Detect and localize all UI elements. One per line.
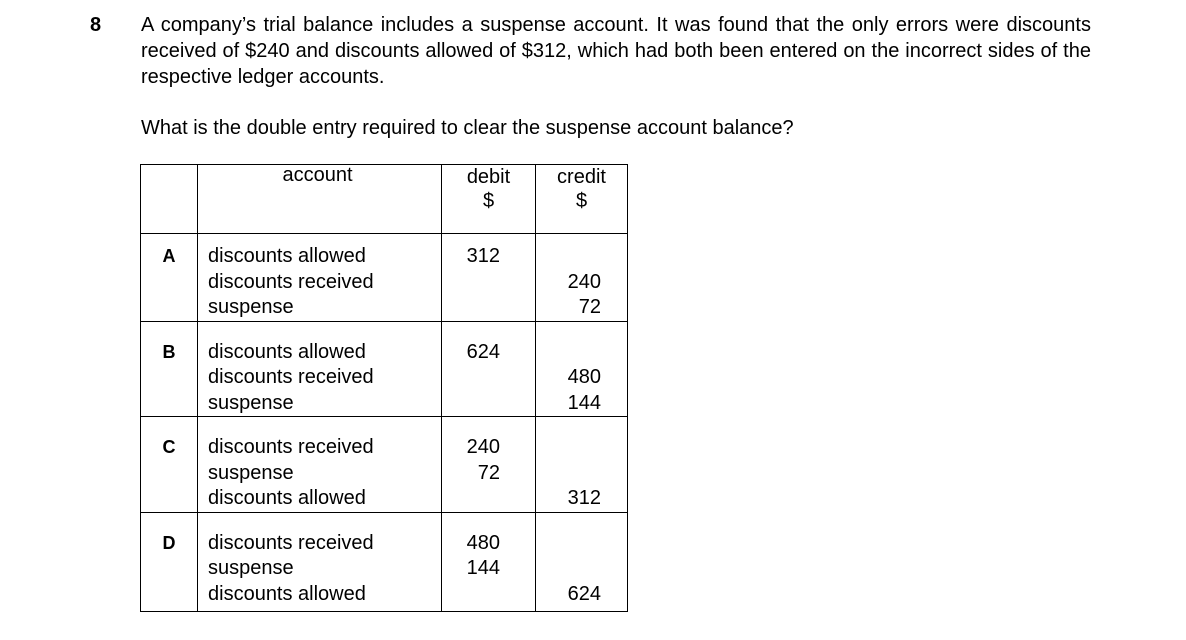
option-row-d[interactable]: [141, 512, 628, 612]
credit-value: 72: [578, 296, 601, 318]
credit-value: 312: [567, 487, 601, 509]
credit-value: 240: [567, 270, 601, 293]
credit-value: [536, 340, 601, 366]
option-credits: [536, 234, 628, 322]
option-row-c[interactable]: [141, 417, 628, 513]
option-letter[interactable]: C: [141, 417, 198, 513]
debit-value: 72: [477, 461, 500, 484]
account-line: discounts allowed: [208, 582, 366, 605]
option-accounts: [198, 417, 442, 513]
question-prompt: What is the double entry required to clear the suspense account balance?: [141, 117, 794, 139]
credit-value: [536, 556, 601, 582]
debit-value: [442, 295, 500, 321]
account-line: suspense: [208, 461, 294, 484]
credit-value: 480: [567, 366, 601, 388]
debit-value: 240: [466, 436, 500, 458]
answer-options-table: [140, 164, 628, 612]
debit-value: [442, 391, 500, 417]
header-credit-unit: $: [575, 190, 588, 212]
debit-value: [442, 365, 500, 391]
option-credits: [536, 321, 628, 417]
header-account: account: [198, 164, 442, 233]
debit-value: 480: [466, 531, 500, 554]
question-number: 8: [90, 14, 102, 36]
credit-value: [536, 531, 601, 557]
option-letter[interactable]: D: [141, 512, 198, 612]
account-line: discounts allowed: [208, 487, 366, 509]
account-line: discounts allowed: [208, 245, 366, 267]
table-header-row: [141, 165, 628, 234]
account-line: discounts allowed: [208, 340, 366, 363]
debit-value: 312: [466, 245, 500, 267]
credit-value: [536, 461, 601, 487]
credit-value: [536, 244, 601, 270]
option-debits: [442, 417, 536, 513]
option-debits: [442, 512, 536, 612]
option-credits: [536, 512, 628, 612]
option-accounts: [198, 512, 442, 612]
header-debit: [442, 165, 536, 234]
account-line: suspense: [208, 391, 294, 414]
header-debit-label: debit: [466, 166, 511, 188]
option-accounts: [198, 321, 442, 417]
option-accounts: [198, 234, 442, 322]
option-letter[interactable]: A: [141, 234, 198, 322]
account-line: discounts received: [208, 531, 374, 554]
account-line: discounts received: [208, 366, 374, 388]
option-debits: [442, 321, 536, 417]
header-credit: [536, 165, 628, 234]
debit-value: [442, 270, 500, 296]
credit-value: 624: [567, 582, 601, 605]
account-line: suspense: [208, 557, 294, 579]
option-row-a[interactable]: [141, 234, 628, 322]
debit-value: 624: [466, 340, 500, 363]
credit-value: 144: [567, 391, 601, 414]
debit-value: [442, 582, 500, 608]
credit-value: [536, 435, 601, 461]
debit-value: [442, 486, 500, 512]
option-letter[interactable]: B: [141, 321, 198, 417]
option-row-b[interactable]: [141, 321, 628, 417]
header-credit-label: credit: [557, 166, 606, 188]
header-letter-cell: [141, 165, 198, 234]
account-line: discounts received: [208, 270, 374, 293]
option-debits: [442, 234, 536, 322]
debit-value: 144: [466, 557, 500, 579]
account-line: suspense: [208, 296, 294, 318]
question-stem: A company’s trial balance includes a suspense account. It was found that the only errors were discounts received of $240 and discounts allowed of $312, which had both been entered on the incorrect sides of the respective ledger accounts.: [141, 14, 1091, 88]
account-line: discounts received: [208, 436, 374, 458]
option-credits: [536, 417, 628, 513]
header-debit-unit: $: [482, 190, 495, 212]
